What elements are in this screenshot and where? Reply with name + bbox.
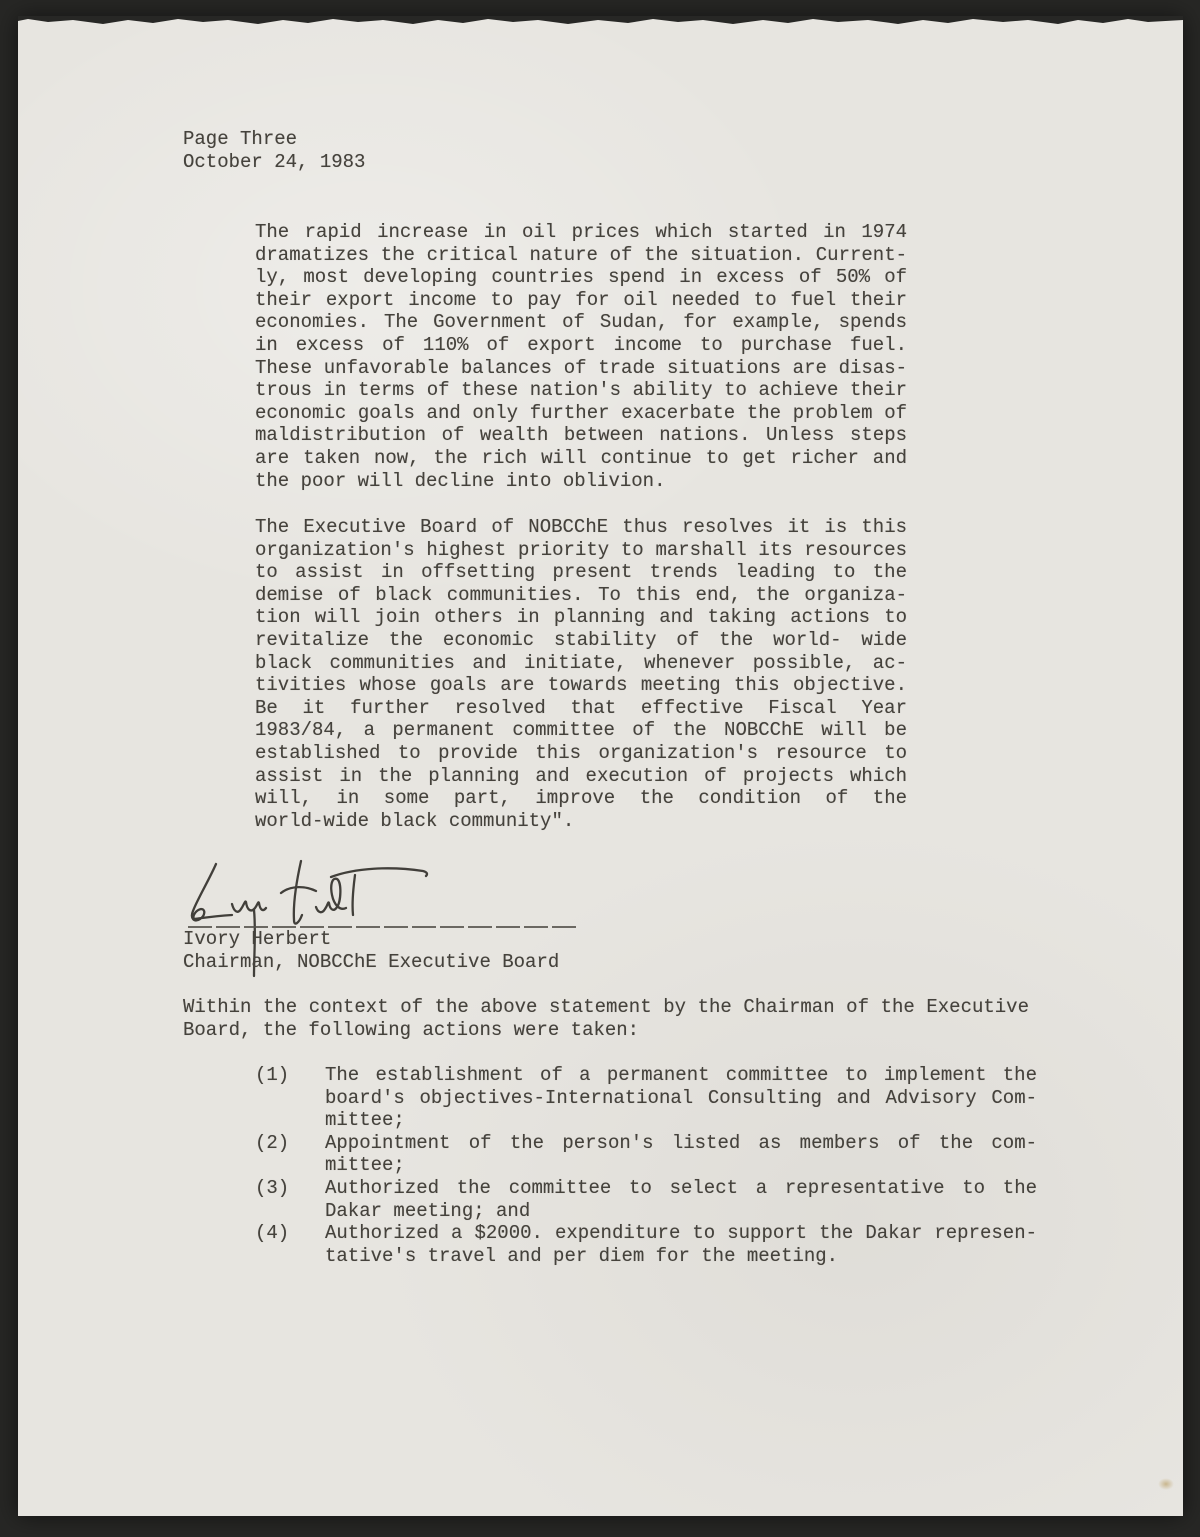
list-item-text: Appointment of the person's listed as members of the com- mittee; (325, 1131, 1037, 1177)
signatory-name-title: Ivory Herbert Chairman, NOBCChE Executive Board (183, 928, 560, 973)
context-statement: Within the context of the above statement by the Chairman of the Executive Board, the following actions were taken: (183, 996, 1029, 1041)
list-item-number: (3) (255, 1176, 290, 1199)
list-item (255, 1064, 1037, 1132)
torn-paper-edge (18, 16, 1183, 28)
page-header: Page Three October 24, 1983 (183, 128, 366, 173)
scanned-letter-page (18, 17, 1183, 1516)
list-item-number: (4) (255, 1222, 290, 1245)
list-item-text: Authorized the committee to select a representative to the Dakar meeting; and (325, 1176, 1037, 1222)
list-item (255, 1222, 1037, 1267)
paper-stain (1158, 1478, 1174, 1490)
body-paragraph-executive-board-resolution: The Executive Board of NOBCChE thus resolves it is this organization's highest priority to marshall its resources to assist in offsetting present trends leading to the demise of black communities. To this end, the organiza- tion will join others in planning and taking actions to revitalize the economic stability of the world- wide black communities and initiate, whenever possible, ac- tivities whose goals are towards meeting this objective. Be it further resolved that effective Fiscal Year 1983/84, a permanent committee of the NOBCChE will be established to provide this organization's resource to assist in the planning and execution of projects which will, in some part, improve the condition of the world-wide black community". (255, 516, 907, 832)
list-item-text: Authorized a $2000. expenditure to support the Dakar represen- tative's travel and per diem for the meeting. (325, 1222, 1037, 1267)
body-paragraph-oil-prices: The rapid increase in oil prices which started in 1974 dramatizes the critical nature of the situation. Current- ly, most developing countries spend in excess of 50% of their export income to pay for oil needed to fuel their economies. The Government of Sudan, for example, spends in excess of 110% of export income to purchase fuel. These unfavorable balances of trade situations are disas- trous in terms of these nation's ability to achieve their economic goals and only further exacerbate the problem of maldistribution of wealth between nations. Unless steps are taken now, the rich will continue to get richer and the poor will decline into oblivion. (255, 221, 907, 492)
list-item-number: (1) (255, 1064, 290, 1086)
actions-taken-list (255, 1064, 1037, 1267)
list-item (255, 1177, 1037, 1222)
list-item-text: The establishment of a permanent committee to implement the board's objectives-International Consulting and Advisory Com- mittee; (325, 1064, 1037, 1132)
list-item-number: (2) (255, 1131, 290, 1154)
list-item (255, 1132, 1037, 1177)
